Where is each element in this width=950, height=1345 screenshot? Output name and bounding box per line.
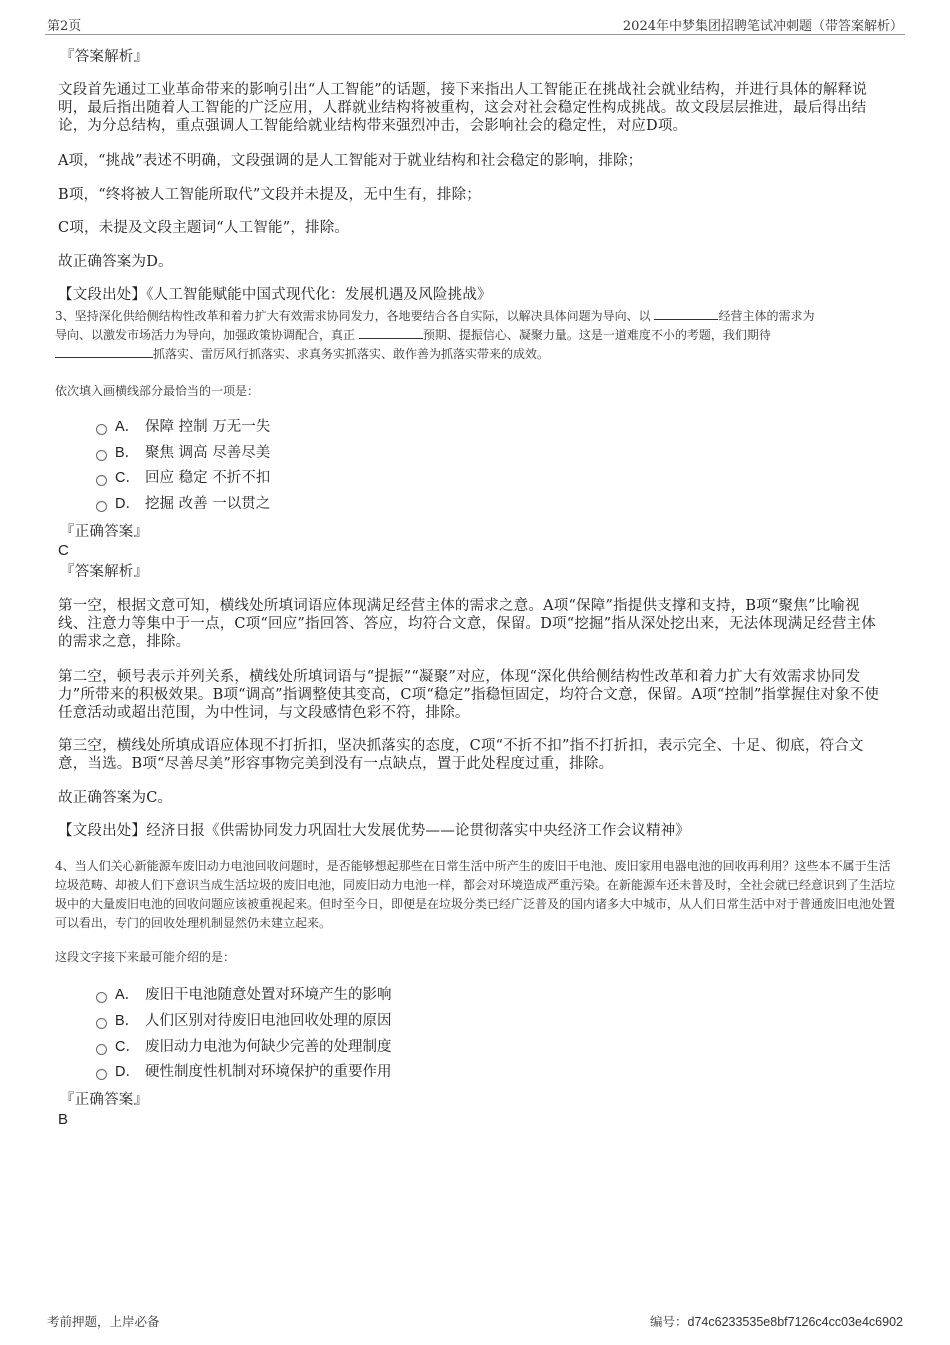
correct-answer: C [58,542,69,559]
answer-conclusion: 故正确答案为D。 [58,254,173,270]
radio-icon[interactable] [96,475,107,486]
page-header [45,12,905,35]
fill-blank [359,326,423,339]
document-code: 编号：d74c6233535e8bf7126c4cc03e4c6902 [650,1314,903,1329]
analysis-paragraph: 第三空，横线处所填成语应体现不打折扣，坚决抓落实的态度，C项“不折不扣”指不打折扣，表示完全、十足、彻底，符合文意，当选。B项“尽善尽美”形容事物完美到没有一点缺点，置于此处程度过重，排除。 [58,738,864,772]
footer-slogan: 考前押题，上岸必备 [47,1314,160,1329]
radio-icon[interactable] [96,1069,107,1080]
option-a[interactable]: A． 废旧干电池随意处置对环境产生的影响 [96,985,392,1005]
option-a[interactable]: A． 保障 控制 万无一失 [96,417,270,437]
radio-icon[interactable] [96,1044,107,1055]
answer-label: 『正确答案』 [60,524,149,540]
question-text: 3、坚持深化供给侧结构性改革和着力扩大有效需求协同发力，各地要结合各自实际，以解决具体问题为导向、以 经营主体的需求为 导向、以激发市场活力为导向，加强政策协调配合，真正 预期、提振信心、凝聚力量。这是一道难度不小的考题，我们期待 抓落实、雷厉风行抓落实、求真务实抓落实、敢作善为抓落实带来的成效。 [55,309,815,361]
page-number: 第2页 [47,19,82,34]
analysis-label: 『答案解析』 [60,49,149,65]
question-text: 4、当人们关心新能源车废旧动力电池回收问题时，是否能够想起那些在日常生活中所产生的废旧干电池、废旧家用电器电池的回收再利用？这些本不属于生活垃圾范畴、却被人们下意识当成生活垃圾的废旧电池，同废旧动力电池一样，都会对环境造成严重污染。在新能源车还未普及时，全社会就已经意识到了生活垃圾中的大量废旧电池的回收问题应该被重视起来。但时至今日，即便是在垃圾分类已经广泛普及的国内诸多大中城市，从人们日常生活中对于普通废旧电池处置可以看出，专门的回收处理机制显然仍未建立起来。 [55,859,896,930]
analysis-paragraph: A项，“挑战”表述不明确，文段强调的是人工智能对于就业结构和社会稳定的影响，排除； [58,153,643,169]
option-b[interactable]: B． 聚焦 调高 尽善尽美 [96,443,270,463]
radio-icon[interactable] [96,992,107,1003]
radio-icon[interactable] [96,501,107,512]
answer-label: 『正确答案』 [60,1092,149,1108]
option-d[interactable]: D． 硬性制度性机制对环境保护的重要作用 [96,1062,392,1082]
radio-icon[interactable] [96,424,107,435]
radio-icon[interactable] [96,1018,107,1029]
analysis-paragraph: 第二空，顿号表示并列关系，横线处所填词语与“提振”“凝聚”对应，体现“深化供给侧结构性改革和着力扩大有效需求协同发力”所带来的积极效果。B项“调高”指调整使其变高，C项“稳定”指稳恒固定，均符合文意，保留。A项“控制”指掌握住对象不使任意活动或超出范围，为中性词，与文段感情色彩不符，排除。 [58,669,880,721]
analysis-paragraph: B项，“终将被人工智能所取代”文段并未提及，无中生有，排除； [58,187,481,203]
question-prompt: 依次填入画横线部分最恰当的一项是： [55,384,260,398]
fill-blank [654,307,718,320]
page-footer [45,1312,905,1332]
correct-answer: B [58,1111,69,1128]
analysis-label: 『答案解析』 [60,564,149,580]
option-b[interactable]: B． 人们区别对待废旧电池回收处理的原因 [96,1011,392,1031]
analysis-paragraph: C项，未提及文段主题词“人工智能”，排除。 [58,220,350,236]
analysis-paragraph: 文段首先通过工业革命带来的影响引出“人工智能”的话题，接下来指出人工智能正在挑战社会就业结构，并进行具体的解释说明，最后指出随着人工智能的广泛应用，人群就业结构将被重构，这会对社会稳定性构成挑战。故文段层层推进，最后得出结论，为分总结构，重点强调人工智能给就业结构带来强烈冲击，会影响社会的稳定性，对应D项。 [58,82,868,134]
analysis-paragraph: 第一空，根据文意可知，横线处所填词语应体现满足经营主体的需求之意。A项“保障”指提供支撑和支持，B项“聚焦”比喻视线、注意力等集中于一点，C项“回应”指回答、答应，均符合文意，保留。D项“挖掘”指从深处挖出来，无法体现满足经营主体的需求之意，排除。 [58,598,876,650]
option-c[interactable]: C． 回应 稳定 不折不扣 [96,468,270,488]
answer-conclusion: 故正确答案为C。 [58,790,173,806]
source-citation: 【文段出处】经济日报《供需协同发力巩固壮大发展优势——论贯彻落实中央经济工作会议精神》 [58,823,691,839]
document-title: 2024年中梦集团招聘笔试冲刺题（带答案解析） [622,19,903,34]
option-c[interactable]: C． 废旧动力电池为何缺少完善的处理制度 [96,1037,392,1057]
option-d[interactable]: D． 挖掘 改善 一以贯之 [96,494,270,514]
radio-icon[interactable] [96,450,107,461]
source-citation: 【文段出处】《人工智能赋能中国式现代化：发展机遇及风险挑战》 [58,287,492,303]
fill-blank [55,345,153,358]
question-prompt: 这段文字接下来最可能介绍的是： [55,950,236,964]
